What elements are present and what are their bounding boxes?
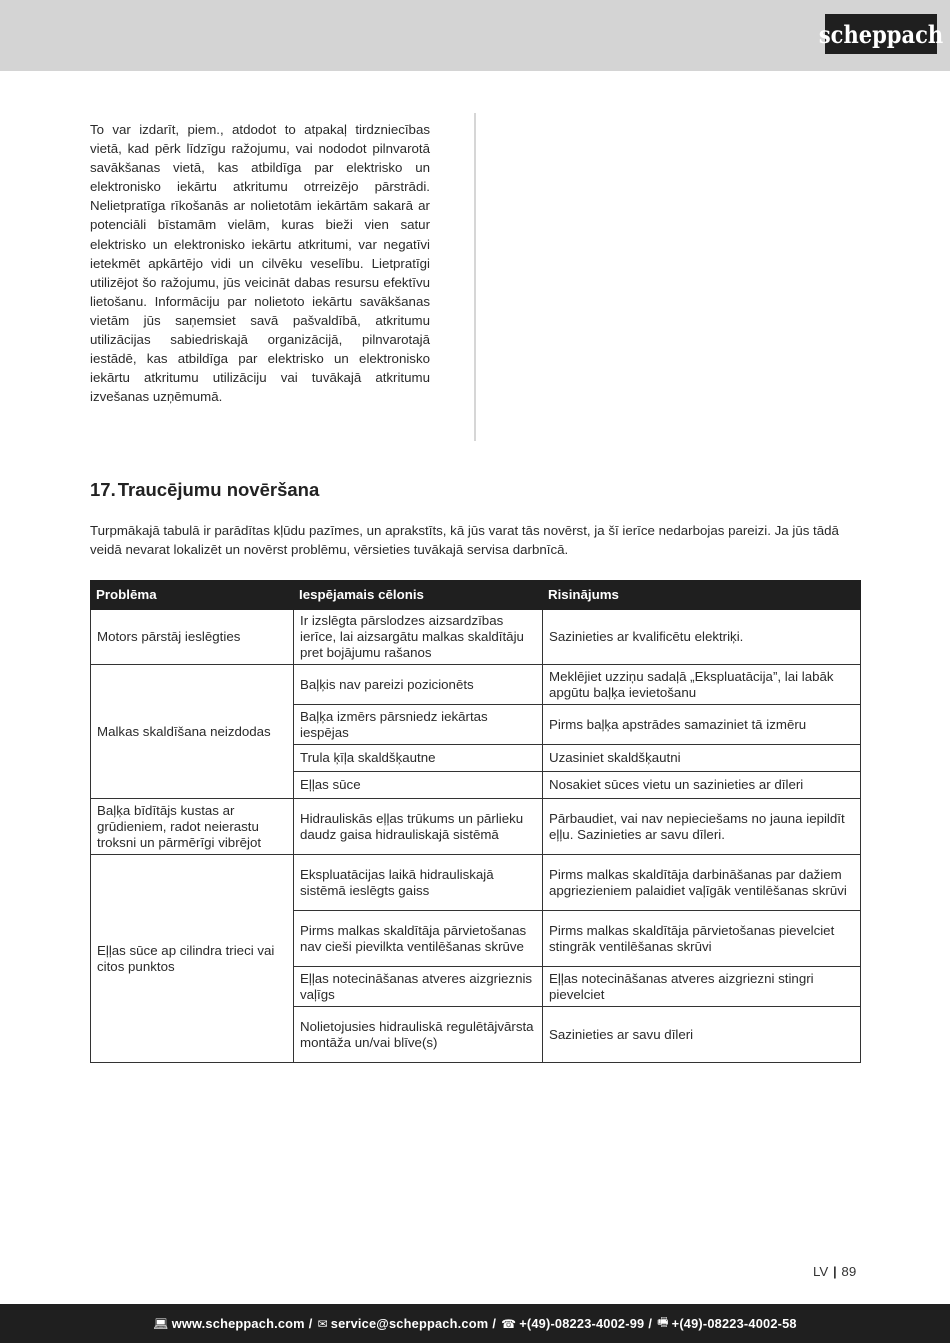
- footer-separator: /: [648, 1316, 653, 1331]
- page-number-value: 89: [841, 1264, 857, 1279]
- solution-cell: Nosakiet sūces vietu un sazinieties ar dīleri: [543, 772, 861, 799]
- section-number: 17.: [90, 479, 116, 500]
- header-solution: Risinājums: [543, 581, 861, 610]
- solution-cell: Uzasiniet skaldšķautni: [543, 745, 861, 772]
- table-row: [91, 855, 861, 911]
- solution-cell: Eļļas notecināšanas atveres aizgriezni stingri pievelciet: [543, 967, 861, 1007]
- footer-web-link[interactable]: www.scheppach.com: [171, 1316, 305, 1331]
- problem-cell: Baļķa bīdītājs kustas ar grūdieniem, radot neierastu troksni un pārmērīgi vibrējot: [91, 799, 294, 855]
- cause-cell: Eļļas sūce: [294, 772, 543, 799]
- phone-icon: ☎: [501, 1316, 517, 1331]
- computer-icon: 💻︎: [153, 1316, 169, 1331]
- solution-cell: Pirms malkas skaldītāja pārvietošanas pievelciet stingrāk ventilēšanas skrūvi: [543, 911, 861, 967]
- table-header-row: [91, 581, 861, 610]
- scheppach-logo: [818, 14, 944, 54]
- cause-cell: Baļķa izmērs pārsniedz iekārtas iespējas: [294, 705, 543, 745]
- solution-cell: Pirms malkas skaldītāja darbināšanas par dažiem apgriezieniem palaidiet vaļīgāk ventilēšanas skrūvi: [543, 855, 861, 911]
- footer-separator: /: [308, 1316, 313, 1331]
- footer-email-link[interactable]: service@scheppach.com: [330, 1316, 489, 1331]
- page-separator: |: [832, 1264, 837, 1279]
- mail-icon: ✉: [317, 1316, 328, 1331]
- section-description: Turpmākajā tabulā ir parādītas kļūdu pazīmes, un aprakstīts, kā jūs varat tās novērst, ja šī ierīce nedarbojas pareizi. Ja jūs tādā veidā nevarat lokalizēt un novērst problēmu, vērsieties tuvākajā servisa darbnīcā.: [90, 523, 839, 557]
- section-title: [90, 479, 319, 501]
- column-divider: [474, 113, 476, 441]
- footer-fax: +(49)-08223-4002-58: [671, 1316, 797, 1331]
- troubleshooting-table: [90, 580, 861, 1063]
- table-row: [91, 799, 861, 855]
- cause-cell: Nolietojusies hidrauliskā regulētājvārsta montāža un/vai blīve(s): [294, 1007, 543, 1063]
- header-problem: Problēma: [91, 581, 294, 610]
- footer-band: [0, 1304, 950, 1343]
- cause-cell: Eļļas notecināšanas atveres aizgrieznis vaļīgs: [294, 967, 543, 1007]
- fax-icon: 🖷︎: [657, 1315, 669, 1329]
- section-title-text: Traucējumu novēršana: [117, 479, 320, 500]
- problem-cell: Eļļas sūce ap cilindra trieci vai citos punktos: [91, 855, 294, 1063]
- problem-cell: Motors pārstāj ieslēgties: [91, 610, 294, 665]
- cause-cell: Hidrauliskās eļļas trūkums un pārlieku daudz gaisa hidrauliskajā sistēmā: [294, 799, 543, 855]
- page-number: [813, 1264, 856, 1279]
- problem-cell: Malkas skaldīšana neizdodas: [91, 665, 294, 799]
- solution-cell: Sazinieties ar savu dīleri: [543, 1007, 861, 1063]
- footer-separator: /: [492, 1316, 497, 1331]
- cause-cell: Pirms malkas skaldītāja pārvietošanas nav cieši pievilkta ventilēšanas skrūve: [294, 911, 543, 967]
- solution-cell: Meklējiet uzziņu sadaļā „Ekspluatācija”, lai labāk apgūtu baļķa ievietošanu: [543, 665, 861, 705]
- table-row: [91, 610, 861, 665]
- solution-cell: Pārbaudiet, vai nav nepieciešams no jauna iepildīt eļļu. Sazinieties ar savu dīleri.: [543, 799, 861, 855]
- solution-cell: Pirms baļķa apstrādes samaziniet tā izmēru: [543, 705, 861, 745]
- footer-phone: +(49)-08223-4002-99: [519, 1316, 645, 1331]
- solution-cell: Sazinieties ar kvalificētu elektriķi.: [543, 610, 861, 665]
- header-band: [0, 0, 950, 71]
- cause-cell: Trula ķīļa skaldšķautne: [294, 745, 543, 772]
- page-lang: LV: [813, 1264, 829, 1279]
- cause-cell: Ir izslēgta pārslodzes aizsardzības ierīce, lai aizsargātu malkas skaldītāju pret bojājumu rašanos: [294, 610, 543, 665]
- intro-paragraph: To var izdarīt, piem., atdodot to atpakaļ tirdzniecības vietā, kad pērk līdzīgu ražojumu, vai nododot pilnvarotā savākšanas vietā, kas atbildīga par elektrisko un elektronisko iekārtu atkritumu otrreizējo pārstrādi. Nelietpratīga rīkošanās ar nolietotām iekārtām sakarā ar potenciāli bīstamām vielām, kuras bieži vien satur elektrisko un elektronisko iekārtu atkritumi, var negatīvi ietekmēt apkārtējo vidi un cilvēku veselību. Lietpratīgi utilizējot šo ražojumu, jūs veicināt dabas resursu efektīvu lietošanu. Informāciju par nolietoto iekārtu savākšanas vietām jūs saņemsiet savā pašvaldībā, atkritumu utilizācijas sabiedriskajā organizācijā, pilnvarotajā iestādē, kas atbildīga par elektrisko un elektronisko iekārtu atkritumu utilizāciju vai tuvākajā atkritumu izvešanas uzņēmumā.: [90, 122, 430, 405]
- cause-cell: Baļķis nav pareizi pozicionēts: [294, 665, 543, 705]
- header-cause: Iespējamais cēlonis: [294, 581, 543, 610]
- cause-cell: Ekspluatācijas laikā hidrauliskajā sistēmā ieslēgts gaiss: [294, 855, 543, 911]
- table-row: [91, 665, 861, 705]
- logo-text: scheppach: [818, 19, 944, 49]
